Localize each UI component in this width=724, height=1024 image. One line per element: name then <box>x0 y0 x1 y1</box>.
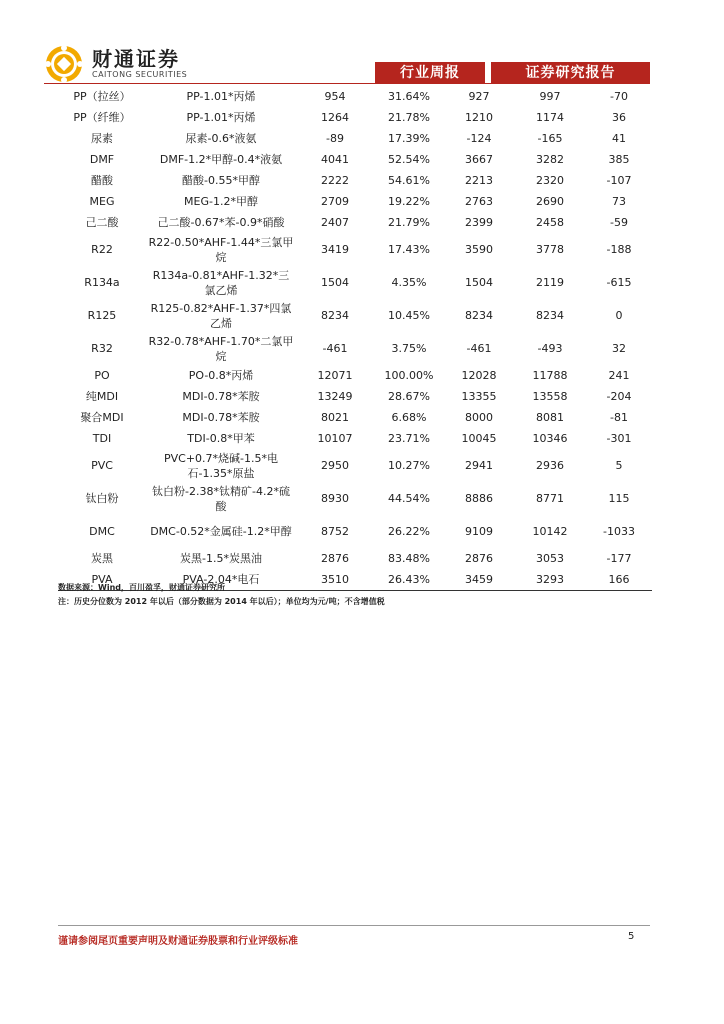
prev-week-cell: 2941 <box>465 459 493 472</box>
table-row <box>58 266 652 299</box>
formula-cell: MDI-0.78*苯胺 <box>182 411 260 424</box>
change-cell: -301 <box>606 432 632 445</box>
formula-cell: TDI-0.8*甲苯 <box>187 432 255 445</box>
percentile-cell: 83.48% <box>388 552 430 565</box>
formula-cell: DMF-1.2*甲醇-0.4*液氨 <box>159 153 283 166</box>
spread-cell: 8752 <box>321 525 349 538</box>
product-name-cell: R32 <box>91 342 113 355</box>
product-name-cell: R125 <box>87 309 117 322</box>
formula-cell: PP-1.01*丙烯 <box>186 111 256 124</box>
prev-month-cell: 2458 <box>536 216 564 229</box>
percentile-cell: 21.79% <box>388 216 430 229</box>
percentile-cell: 54.61% <box>388 174 430 187</box>
prev-week-cell: 8000 <box>465 411 493 424</box>
percentile-cell: 26.43% <box>374 569 444 590</box>
formula-cell: PVC+0.7*烧碱-1.5*电石-1.35*原盐 <box>163 451 278 480</box>
table-row <box>58 191 652 212</box>
change-cell: 41 <box>612 132 626 145</box>
product-name-cell: PP（拉丝） <box>73 90 131 103</box>
percentile-cell: 17.39% <box>388 132 430 145</box>
product-name-cell: 炭黑 <box>91 552 113 565</box>
footer-divider <box>58 925 650 926</box>
report-type-tag: 行业周报 <box>375 62 485 84</box>
formula-cell: PVA-2.04*电石 <box>146 569 296 590</box>
report-category-tag: 证券研究报告 <box>491 62 650 84</box>
product-name-cell: 纯MDI <box>85 390 119 403</box>
table-row <box>58 548 652 569</box>
change-cell: -1033 <box>603 525 635 538</box>
table-row <box>58 128 652 149</box>
table-row <box>58 449 652 482</box>
prev-month-cell: 3053 <box>536 552 564 565</box>
formula-cell: R32-0.78*AHF-1.70*二氯甲烷 <box>148 334 294 363</box>
prev-week-cell: 3667 <box>465 153 493 166</box>
change-cell: -615 <box>606 276 632 289</box>
percentile-cell: 17.43% <box>388 243 430 256</box>
prev-month-cell: 8771 <box>536 492 564 505</box>
formula-cell: 炭黑-1.5*炭黑油 <box>180 552 262 565</box>
spread-cell: 10107 <box>317 432 353 445</box>
table-row <box>58 386 652 407</box>
page-number: 5 <box>628 931 635 942</box>
prev-week-cell: 2213 <box>465 174 493 187</box>
prev-week-cell: 1210 <box>465 111 493 124</box>
formula-cell: 己二酸-0.67*苯-0.9*硝酸 <box>157 216 285 229</box>
percentile-cell: 26.22% <box>388 525 430 538</box>
table-notes <box>58 581 385 609</box>
percentile-cell: 21.78% <box>388 111 430 124</box>
prev-month-cell: -165 <box>537 132 563 145</box>
percentile-cell: 31.64% <box>388 90 430 103</box>
change-cell: 166 <box>586 569 652 590</box>
formula-cell: MEG-1.2*甲醇 <box>184 195 258 208</box>
table-body <box>58 86 652 590</box>
prev-month-cell: 2119 <box>536 276 564 289</box>
prev-week-cell: 8886 <box>465 492 493 505</box>
table-row <box>58 149 652 170</box>
product-name-cell: DMF <box>89 153 115 166</box>
prev-month-cell: 8234 <box>536 309 564 322</box>
table-row <box>58 107 652 128</box>
prev-week-cell: 927 <box>468 90 490 103</box>
formula-cell: R22-0.50*AHF-1.44*三氯甲烷 <box>148 235 294 264</box>
percentile-cell: 23.71% <box>388 432 430 445</box>
change-cell: 36 <box>612 111 626 124</box>
prev-month-cell: 10142 <box>532 525 568 538</box>
product-name-cell: 尿素 <box>91 132 113 145</box>
prev-month-cell: 2320 <box>536 174 564 187</box>
product-name-cell: R22 <box>91 243 113 256</box>
prev-month-cell: 8081 <box>536 411 564 424</box>
prev-month-cell: 2936 <box>536 459 564 472</box>
prev-month-cell: 13558 <box>532 390 568 403</box>
spread-cell: -89 <box>326 132 344 145</box>
prev-week-cell: 8234 <box>465 309 493 322</box>
product-name-cell: PO <box>94 369 110 382</box>
spread-cell: 4041 <box>321 153 349 166</box>
spread-cell: 12071 <box>317 369 353 382</box>
prev-month-cell: 2690 <box>536 195 564 208</box>
spread-cell: 2950 <box>321 459 349 472</box>
percentile-cell: 10.27% <box>388 459 430 472</box>
spread-cell: 2222 <box>321 174 349 187</box>
percentile-cell: 100.00% <box>384 369 434 382</box>
product-name-cell: MEG <box>89 195 115 208</box>
brand-block <box>92 48 187 80</box>
product-name-cell: 醋酸 <box>91 174 113 187</box>
prev-week-cell: -124 <box>466 132 492 145</box>
change-cell: 115 <box>608 492 630 505</box>
prev-month-cell: 3293 <box>514 569 586 590</box>
spread-cell: 3419 <box>321 243 349 256</box>
change-cell: -177 <box>606 552 632 565</box>
formula-cell: 醋酸-0.55*甲醇 <box>182 174 260 187</box>
percentile-cell: 52.54% <box>388 153 430 166</box>
prev-week-cell: 2763 <box>465 195 493 208</box>
prev-week-cell: 3459 <box>444 569 514 590</box>
brand-name-cn: 财通证券 <box>92 47 180 71</box>
formula-cell: R134a-0.81*AHF-1.32*三氯乙烯 <box>152 268 290 297</box>
formula-cell: 尿素-0.6*液氨 <box>185 132 257 145</box>
data-source-note: 数据来源：Wind，百川盈孚，财通证券研究所 <box>58 583 225 592</box>
change-cell: -107 <box>606 174 632 187</box>
header-divider <box>44 83 650 84</box>
change-cell: 0 <box>615 309 623 322</box>
formula-cell: DMC-0.52*金属硅-1.2*甲醇 <box>150 525 292 538</box>
spread-cell: 8234 <box>321 309 349 322</box>
product-name-cell: R134a <box>84 276 120 289</box>
change-cell: -188 <box>606 243 632 256</box>
spread-cell: 2407 <box>321 216 349 229</box>
page-header <box>44 44 650 84</box>
table-row <box>58 332 652 365</box>
prev-month-cell: 3282 <box>536 153 564 166</box>
percentile-cell: 19.22% <box>388 195 430 208</box>
footer-disclaimer: 谨请参阅尾页重要声明及财通证券股票和行业评级标准 <box>58 936 298 947</box>
product-name-cell: PVC <box>91 459 113 472</box>
change-cell: -81 <box>610 411 628 424</box>
spread-cell: -461 <box>322 342 348 355</box>
spread-cell: 1504 <box>321 276 349 289</box>
formula-cell: PP-1.01*丙烯 <box>186 90 256 103</box>
product-name-cell: 钛白粉 <box>85 492 119 505</box>
table-row <box>58 482 652 515</box>
product-name-cell: 聚合MDI <box>80 411 124 424</box>
change-cell: 32 <box>612 342 626 355</box>
prev-week-cell: 2876 <box>465 552 493 565</box>
spread-cell: 2876 <box>321 552 349 565</box>
product-name-cell: 己二酸 <box>85 216 119 229</box>
prev-week-cell: 12028 <box>461 369 497 382</box>
change-cell: -70 <box>610 90 628 103</box>
prev-week-cell: 1504 <box>465 276 493 289</box>
spread-cell: 2709 <box>321 195 349 208</box>
prev-month-cell: 997 <box>539 90 561 103</box>
prev-month-cell: 3778 <box>536 243 564 256</box>
change-cell: -59 <box>610 216 628 229</box>
table-row <box>58 365 652 386</box>
table-row <box>58 299 652 332</box>
product-name-cell: PP（纤维） <box>73 111 131 124</box>
spread-cell: 1264 <box>321 111 349 124</box>
formula-cell: R125-0.82*AHF-1.37*四氯乙烯 <box>150 301 292 330</box>
prev-month-cell: 11788 <box>532 369 568 382</box>
product-name-cell: DMC <box>89 525 115 538</box>
table-row <box>58 170 652 191</box>
prev-week-cell: 10045 <box>461 432 497 445</box>
percentile-cell: 28.67% <box>388 390 430 403</box>
prev-week-cell: 9109 <box>465 525 493 538</box>
spread-cell: 8021 <box>321 411 349 424</box>
table-row <box>58 428 652 449</box>
prev-month-cell: 1174 <box>536 111 564 124</box>
table-row <box>58 407 652 428</box>
product-name-cell: PVA <box>58 569 146 590</box>
percentile-cell: 10.45% <box>388 309 430 322</box>
spread-cell: 13249 <box>317 390 353 403</box>
percentile-cell: 4.35% <box>391 276 427 289</box>
change-cell: 241 <box>608 369 630 382</box>
prev-week-cell: 2399 <box>465 216 493 229</box>
change-cell: 5 <box>615 459 623 472</box>
spread-cell: 3510 <box>296 569 374 590</box>
footnote: 注：历史分位数为 2012 年以后（部分数据为 2014 年以后）；单位均为元/吨；不含增值税 <box>58 597 385 606</box>
formula-cell: 钛白粉-2.38*钛精矿-4.2*硫酸 <box>152 484 290 513</box>
spread-cell: 954 <box>324 90 346 103</box>
percentile-cell: 44.54% <box>388 492 430 505</box>
percentile-cell: 6.68% <box>391 411 427 424</box>
price-spread-table <box>58 86 652 591</box>
formula-cell: PO-0.8*丙烯 <box>188 369 254 382</box>
prev-month-cell: -493 <box>537 342 563 355</box>
table-row <box>58 515 652 548</box>
table-row <box>58 212 652 233</box>
prev-week-cell: 3590 <box>465 243 493 256</box>
brand-name-en: CAITONG SECURITIES <box>92 70 188 79</box>
change-cell: 385 <box>608 153 630 166</box>
percentile-cell: 3.75% <box>391 342 427 355</box>
formula-cell: MDI-0.78*苯胺 <box>182 390 260 403</box>
table-row <box>58 233 652 266</box>
prev-month-cell: 10346 <box>532 432 568 445</box>
change-cell: -204 <box>606 390 632 403</box>
table-row <box>58 86 652 107</box>
prev-week-cell: -461 <box>466 342 492 355</box>
spread-cell: 8930 <box>321 492 349 505</box>
caitong-logo-icon <box>44 44 84 84</box>
change-cell: 73 <box>612 195 626 208</box>
prev-week-cell: 13355 <box>461 390 497 403</box>
product-name-cell: TDI <box>92 432 112 445</box>
